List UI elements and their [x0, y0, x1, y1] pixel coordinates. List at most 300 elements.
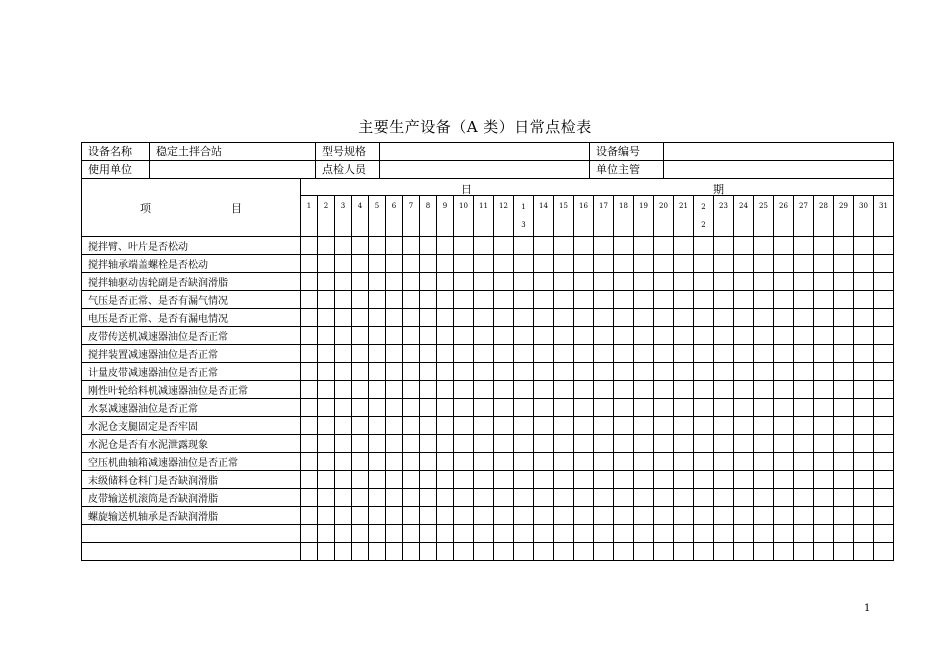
check-cell[interactable]	[301, 543, 318, 561]
check-cell[interactable]	[714, 345, 734, 363]
check-cell[interactable]	[834, 399, 854, 417]
check-cell[interactable]	[854, 453, 874, 471]
check-cell[interactable]	[734, 489, 754, 507]
check-cell[interactable]	[318, 471, 335, 489]
check-cell[interactable]	[454, 345, 474, 363]
check-cell[interactable]	[554, 237, 574, 255]
check-cell[interactable]	[734, 291, 754, 309]
check-cell[interactable]	[534, 255, 554, 273]
check-cell[interactable]	[634, 309, 654, 327]
check-cell[interactable]	[714, 507, 734, 525]
check-cell[interactable]	[854, 489, 874, 507]
check-cell[interactable]	[874, 489, 894, 507]
check-cell[interactable]	[301, 237, 318, 255]
check-cell[interactable]	[854, 345, 874, 363]
check-cell[interactable]	[674, 399, 694, 417]
check-cell[interactable]	[634, 291, 654, 309]
check-cell[interactable]	[437, 417, 454, 435]
check-cell[interactable]	[386, 471, 403, 489]
check-cell[interactable]	[674, 345, 694, 363]
check-cell[interactable]	[420, 345, 437, 363]
check-cell[interactable]	[694, 507, 714, 525]
check-cell[interactable]	[301, 381, 318, 399]
check-cell[interactable]	[874, 543, 894, 561]
check-cell[interactable]	[420, 453, 437, 471]
check-cell[interactable]	[554, 525, 574, 543]
check-cell[interactable]	[774, 435, 794, 453]
check-cell[interactable]	[794, 543, 814, 561]
check-cell[interactable]	[854, 327, 874, 345]
check-cell[interactable]	[614, 291, 634, 309]
check-cell[interactable]	[694, 381, 714, 399]
check-cell[interactable]	[514, 399, 534, 417]
check-cell[interactable]	[694, 489, 714, 507]
check-cell[interactable]	[834, 363, 854, 381]
check-cell[interactable]	[654, 255, 674, 273]
check-cell[interactable]	[403, 327, 420, 345]
check-cell[interactable]	[352, 543, 369, 561]
check-cell[interactable]	[335, 435, 352, 453]
check-cell[interactable]	[352, 489, 369, 507]
check-cell[interactable]	[534, 309, 554, 327]
check-cell[interactable]	[454, 399, 474, 417]
check-cell[interactable]	[754, 255, 774, 273]
check-cell[interactable]	[554, 543, 574, 561]
check-cell[interactable]	[437, 435, 454, 453]
check-cell[interactable]	[386, 291, 403, 309]
check-cell[interactable]	[454, 273, 474, 291]
check-cell[interactable]	[301, 435, 318, 453]
check-cell[interactable]	[494, 489, 514, 507]
check-cell[interactable]	[534, 381, 554, 399]
check-cell[interactable]	[714, 525, 734, 543]
check-cell[interactable]	[318, 417, 335, 435]
check-cell[interactable]	[514, 345, 534, 363]
check-cell[interactable]	[534, 453, 554, 471]
check-cell[interactable]	[335, 381, 352, 399]
check-cell[interactable]	[874, 327, 894, 345]
check-cell[interactable]	[654, 489, 674, 507]
check-cell[interactable]	[614, 273, 634, 291]
check-cell[interactable]	[694, 255, 714, 273]
check-cell[interactable]	[814, 453, 834, 471]
check-cell[interactable]	[574, 489, 594, 507]
check-cell[interactable]	[554, 291, 574, 309]
check-cell[interactable]	[774, 525, 794, 543]
check-cell[interactable]	[634, 255, 654, 273]
check-cell[interactable]	[574, 453, 594, 471]
check-cell[interactable]	[301, 291, 318, 309]
check-cell[interactable]	[369, 291, 386, 309]
check-cell[interactable]	[335, 273, 352, 291]
check-cell[interactable]	[403, 399, 420, 417]
check-cell[interactable]	[494, 543, 514, 561]
check-cell[interactable]	[301, 327, 318, 345]
check-cell[interactable]	[594, 507, 614, 525]
check-cell[interactable]	[874, 507, 894, 525]
check-cell[interactable]	[454, 417, 474, 435]
check-cell[interactable]	[494, 417, 514, 435]
check-cell[interactable]	[454, 507, 474, 525]
check-cell[interactable]	[318, 435, 335, 453]
check-cell[interactable]	[437, 291, 454, 309]
check-cell[interactable]	[614, 471, 634, 489]
check-cell[interactable]	[674, 525, 694, 543]
check-cell[interactable]	[437, 345, 454, 363]
check-cell[interactable]	[874, 381, 894, 399]
check-cell[interactable]	[874, 345, 894, 363]
check-cell[interactable]	[403, 255, 420, 273]
check-cell[interactable]	[534, 363, 554, 381]
check-cell[interactable]	[714, 399, 734, 417]
check-cell[interactable]	[534, 471, 554, 489]
check-cell[interactable]	[614, 363, 634, 381]
check-cell[interactable]	[854, 291, 874, 309]
check-cell[interactable]	[814, 417, 834, 435]
check-cell[interactable]	[474, 507, 494, 525]
check-cell[interactable]	[794, 273, 814, 291]
check-cell[interactable]	[403, 273, 420, 291]
check-cell[interactable]	[714, 543, 734, 561]
check-cell[interactable]	[734, 255, 754, 273]
check-cell[interactable]	[420, 381, 437, 399]
check-cell[interactable]	[454, 309, 474, 327]
check-cell[interactable]	[614, 525, 634, 543]
check-cell[interactable]	[386, 237, 403, 255]
check-cell[interactable]	[574, 309, 594, 327]
check-cell[interactable]	[474, 273, 494, 291]
check-cell[interactable]	[654, 543, 674, 561]
check-cell[interactable]	[420, 435, 437, 453]
check-cell[interactable]	[734, 399, 754, 417]
check-cell[interactable]	[369, 507, 386, 525]
check-cell[interactable]	[474, 525, 494, 543]
check-cell[interactable]	[386, 489, 403, 507]
check-cell[interactable]	[352, 525, 369, 543]
check-cell[interactable]	[834, 381, 854, 399]
check-cell[interactable]	[794, 489, 814, 507]
check-cell[interactable]	[594, 525, 614, 543]
check-cell[interactable]	[674, 273, 694, 291]
check-cell[interactable]	[335, 399, 352, 417]
check-cell[interactable]	[754, 507, 774, 525]
check-cell[interactable]	[437, 381, 454, 399]
check-cell[interactable]	[774, 399, 794, 417]
check-cell[interactable]	[554, 435, 574, 453]
check-cell[interactable]	[386, 543, 403, 561]
check-cell[interactable]	[301, 255, 318, 273]
check-cell[interactable]	[420, 399, 437, 417]
check-cell[interactable]	[614, 309, 634, 327]
check-cell[interactable]	[634, 525, 654, 543]
check-cell[interactable]	[594, 543, 614, 561]
check-cell[interactable]	[594, 363, 614, 381]
check-cell[interactable]	[694, 237, 714, 255]
check-cell[interactable]	[474, 255, 494, 273]
check-cell[interactable]	[834, 417, 854, 435]
check-cell[interactable]	[774, 273, 794, 291]
check-cell[interactable]	[420, 255, 437, 273]
check-cell[interactable]	[352, 255, 369, 273]
check-cell[interactable]	[854, 525, 874, 543]
check-cell[interactable]	[754, 381, 774, 399]
check-cell[interactable]	[494, 237, 514, 255]
check-cell[interactable]	[814, 507, 834, 525]
check-cell[interactable]	[494, 363, 514, 381]
check-cell[interactable]	[403, 417, 420, 435]
check-cell[interactable]	[574, 237, 594, 255]
check-cell[interactable]	[454, 327, 474, 345]
check-cell[interactable]	[734, 453, 754, 471]
check-cell[interactable]	[494, 291, 514, 309]
check-cell[interactable]	[403, 345, 420, 363]
check-cell[interactable]	[654, 435, 674, 453]
check-cell[interactable]	[494, 381, 514, 399]
check-cell[interactable]	[514, 453, 534, 471]
check-cell[interactable]	[335, 489, 352, 507]
check-cell[interactable]	[754, 471, 774, 489]
check-cell[interactable]	[814, 327, 834, 345]
check-cell[interactable]	[634, 453, 654, 471]
check-cell[interactable]	[386, 345, 403, 363]
check-cell[interactable]	[674, 237, 694, 255]
check-cell[interactable]	[814, 435, 834, 453]
check-cell[interactable]	[420, 273, 437, 291]
check-cell[interactable]	[335, 237, 352, 255]
check-cell[interactable]	[403, 309, 420, 327]
check-cell[interactable]	[814, 273, 834, 291]
check-cell[interactable]	[534, 273, 554, 291]
check-cell[interactable]	[318, 309, 335, 327]
check-cell[interactable]	[694, 345, 714, 363]
check-cell[interactable]	[654, 453, 674, 471]
check-cell[interactable]	[814, 345, 834, 363]
check-cell[interactable]	[420, 507, 437, 525]
check-cell[interactable]	[614, 399, 634, 417]
check-cell[interactable]	[814, 291, 834, 309]
check-cell[interactable]	[335, 417, 352, 435]
check-cell[interactable]	[514, 525, 534, 543]
check-cell[interactable]	[437, 471, 454, 489]
check-cell[interactable]	[386, 273, 403, 291]
check-cell[interactable]	[514, 381, 534, 399]
check-cell[interactable]	[794, 525, 814, 543]
check-cell[interactable]	[514, 471, 534, 489]
check-cell[interactable]	[874, 291, 894, 309]
check-cell[interactable]	[420, 327, 437, 345]
check-cell[interactable]	[614, 507, 634, 525]
check-cell[interactable]	[386, 363, 403, 381]
check-cell[interactable]	[318, 327, 335, 345]
check-cell[interactable]	[494, 471, 514, 489]
check-cell[interactable]	[754, 417, 774, 435]
check-cell[interactable]	[694, 471, 714, 489]
check-cell[interactable]	[594, 435, 614, 453]
check-cell[interactable]	[754, 399, 774, 417]
check-cell[interactable]	[454, 453, 474, 471]
check-cell[interactable]	[814, 525, 834, 543]
check-cell[interactable]	[854, 255, 874, 273]
check-cell[interactable]	[654, 237, 674, 255]
check-cell[interactable]	[734, 471, 754, 489]
check-cell[interactable]	[494, 273, 514, 291]
check-cell[interactable]	[774, 345, 794, 363]
check-cell[interactable]	[494, 345, 514, 363]
check-cell[interactable]	[574, 345, 594, 363]
check-cell[interactable]	[420, 237, 437, 255]
check-cell[interactable]	[614, 345, 634, 363]
check-cell[interactable]	[794, 237, 814, 255]
check-cell[interactable]	[734, 525, 754, 543]
check-cell[interactable]	[403, 237, 420, 255]
check-cell[interactable]	[654, 381, 674, 399]
check-cell[interactable]	[794, 309, 814, 327]
check-cell[interactable]	[634, 435, 654, 453]
check-cell[interactable]	[674, 489, 694, 507]
check-cell[interactable]	[301, 345, 318, 363]
check-cell[interactable]	[714, 435, 734, 453]
check-cell[interactable]	[794, 381, 814, 399]
check-cell[interactable]	[574, 435, 594, 453]
check-cell[interactable]	[734, 345, 754, 363]
check-cell[interactable]	[352, 453, 369, 471]
check-cell[interactable]	[754, 543, 774, 561]
check-cell[interactable]	[774, 363, 794, 381]
check-cell[interactable]	[834, 273, 854, 291]
check-cell[interactable]	[854, 381, 874, 399]
check-cell[interactable]	[369, 345, 386, 363]
check-cell[interactable]	[774, 381, 794, 399]
check-cell[interactable]	[874, 363, 894, 381]
check-cell[interactable]	[834, 471, 854, 489]
check-cell[interactable]	[754, 525, 774, 543]
check-cell[interactable]	[634, 345, 654, 363]
check-cell[interactable]	[301, 417, 318, 435]
check-cell[interactable]	[634, 237, 654, 255]
check-cell[interactable]	[574, 273, 594, 291]
check-cell[interactable]	[534, 399, 554, 417]
check-cell[interactable]	[874, 237, 894, 255]
check-cell[interactable]	[834, 543, 854, 561]
check-cell[interactable]	[494, 435, 514, 453]
check-cell[interactable]	[814, 309, 834, 327]
check-cell[interactable]	[754, 363, 774, 381]
check-cell[interactable]	[674, 381, 694, 399]
check-cell[interactable]	[654, 399, 674, 417]
check-cell[interactable]	[674, 255, 694, 273]
check-cell[interactable]	[794, 417, 814, 435]
check-cell[interactable]	[774, 489, 794, 507]
check-cell[interactable]	[420, 363, 437, 381]
check-cell[interactable]	[369, 381, 386, 399]
check-cell[interactable]	[694, 435, 714, 453]
check-cell[interactable]	[352, 291, 369, 309]
check-cell[interactable]	[474, 435, 494, 453]
check-cell[interactable]	[474, 453, 494, 471]
check-cell[interactable]	[594, 399, 614, 417]
check-cell[interactable]	[534, 237, 554, 255]
check-cell[interactable]	[301, 273, 318, 291]
check-cell[interactable]	[454, 381, 474, 399]
check-cell[interactable]	[654, 525, 674, 543]
check-cell[interactable]	[794, 363, 814, 381]
check-cell[interactable]	[318, 363, 335, 381]
check-cell[interactable]	[474, 291, 494, 309]
check-cell[interactable]	[534, 525, 554, 543]
check-cell[interactable]	[754, 309, 774, 327]
check-cell[interactable]	[403, 381, 420, 399]
check-cell[interactable]	[774, 471, 794, 489]
check-cell[interactable]	[794, 507, 814, 525]
check-cell[interactable]	[634, 381, 654, 399]
check-cell[interactable]	[814, 255, 834, 273]
check-cell[interactable]	[594, 417, 614, 435]
check-cell[interactable]	[634, 273, 654, 291]
check-cell[interactable]	[734, 417, 754, 435]
check-cell[interactable]	[318, 489, 335, 507]
check-cell[interactable]	[594, 489, 614, 507]
check-cell[interactable]	[420, 291, 437, 309]
check-cell[interactable]	[694, 309, 714, 327]
check-cell[interactable]	[854, 237, 874, 255]
check-cell[interactable]	[335, 327, 352, 345]
check-cell[interactable]	[714, 381, 734, 399]
check-cell[interactable]	[369, 453, 386, 471]
check-cell[interactable]	[437, 273, 454, 291]
check-cell[interactable]	[874, 435, 894, 453]
check-cell[interactable]	[594, 273, 614, 291]
check-cell[interactable]	[318, 381, 335, 399]
check-cell[interactable]	[574, 363, 594, 381]
check-cell[interactable]	[874, 525, 894, 543]
check-cell[interactable]	[474, 399, 494, 417]
check-cell[interactable]	[574, 291, 594, 309]
check-cell[interactable]	[834, 489, 854, 507]
check-cell[interactable]	[594, 381, 614, 399]
check-cell[interactable]	[494, 453, 514, 471]
check-cell[interactable]	[554, 453, 574, 471]
check-cell[interactable]	[854, 543, 874, 561]
check-cell[interactable]	[834, 237, 854, 255]
check-cell[interactable]	[734, 381, 754, 399]
check-cell[interactable]	[514, 237, 534, 255]
check-cell[interactable]	[420, 417, 437, 435]
check-cell[interactable]	[403, 435, 420, 453]
check-cell[interactable]	[694, 525, 714, 543]
check-cell[interactable]	[514, 417, 534, 435]
check-cell[interactable]	[714, 273, 734, 291]
check-cell[interactable]	[654, 327, 674, 345]
check-cell[interactable]	[318, 525, 335, 543]
check-cell[interactable]	[594, 255, 614, 273]
check-cell[interactable]	[614, 489, 634, 507]
check-cell[interactable]	[774, 507, 794, 525]
check-cell[interactable]	[774, 309, 794, 327]
check-cell[interactable]	[734, 363, 754, 381]
check-cell[interactable]	[774, 255, 794, 273]
check-cell[interactable]	[335, 309, 352, 327]
check-cell[interactable]	[594, 291, 614, 309]
check-cell[interactable]	[794, 345, 814, 363]
check-cell[interactable]	[386, 309, 403, 327]
check-cell[interactable]	[369, 255, 386, 273]
check-cell[interactable]	[774, 417, 794, 435]
check-cell[interactable]	[834, 309, 854, 327]
check-cell[interactable]	[714, 363, 734, 381]
check-cell[interactable]	[437, 525, 454, 543]
check-cell[interactable]	[554, 273, 574, 291]
check-cell[interactable]	[474, 381, 494, 399]
